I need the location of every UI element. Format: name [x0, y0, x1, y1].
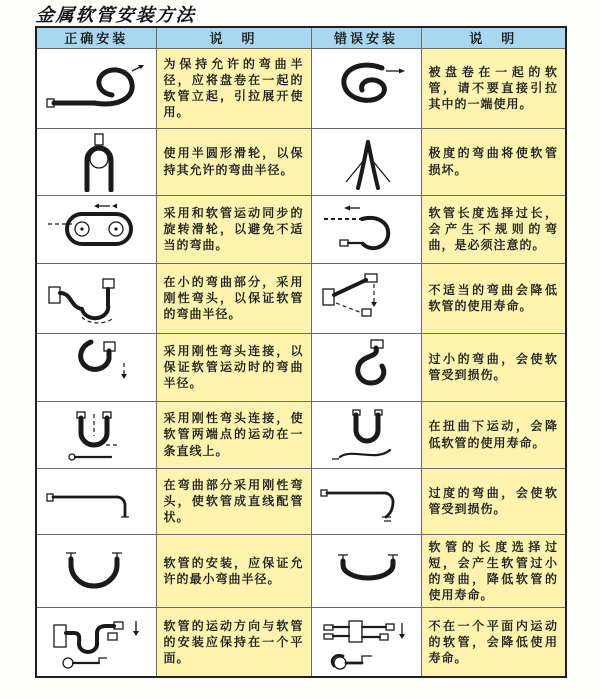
- wrong-figure-cell-5: [311, 333, 421, 401]
- synchronized-rotating-pulley-icon: [44, 199, 148, 259]
- header-row: [36, 27, 566, 48]
- wrong-desc-5: 过小的弯曲，会使软管受到损伤。: [421, 333, 566, 401]
- minimum-bend-radius-u-icon: [44, 541, 148, 601]
- table-row: [36, 401, 566, 468]
- correct-desc-2: 使用半圆形滑轮，以保持其允许的弯曲半径。: [156, 128, 311, 195]
- header-wrong-install: 错误安装: [311, 27, 421, 48]
- table-row: [36, 468, 566, 534]
- aligned-endpoints-u-icon: [44, 405, 148, 465]
- wrong-desc-7: 过度的弯曲，会使软管受到损伤。: [421, 468, 566, 534]
- overlong-hose-irregular-bend-icon: [318, 199, 414, 259]
- too-short-shallow-bend-icon: [318, 541, 414, 601]
- wrong-desc-8: 软管的长度选择过短，会产生软管过小的弯曲，降低软管的使用寿命。: [421, 534, 566, 608]
- table-row: [36, 608, 566, 677]
- semicircular-pulley-hose-icon: [44, 132, 148, 192]
- correct-figure-cell-4: [36, 263, 156, 333]
- correct-desc-4: 在小的弯曲部分，采用刚性弯头，以保证软管的弯曲半径。: [156, 263, 311, 333]
- header-wrong-description: 说 明: [421, 27, 566, 48]
- wrong-desc-3: 软管长度选择过长，会产生不规则的弯曲，是必须注意的。: [421, 195, 566, 263]
- hose-installation-table: [35, 26, 567, 678]
- correct-desc-9: 软管的运动方向与软管的安装应保持在一个平面。: [156, 608, 311, 677]
- correct-figure-cell-7: [36, 468, 156, 534]
- correct-figure-cell-1: [36, 48, 156, 128]
- too-small-bend-hook-icon: [318, 337, 414, 397]
- table-row: [36, 48, 566, 128]
- correct-desc-5: 采用刚性弯头连接，以保证软管运动时的弯曲半径。: [156, 333, 311, 401]
- wrong-figure-cell-9: [311, 608, 421, 677]
- correct-figure-cell-8: [36, 534, 156, 608]
- single-plane-motion-icon: [44, 611, 148, 673]
- header-correct-install: 正确安装: [36, 27, 156, 48]
- wrong-figure-cell-7: [311, 468, 421, 534]
- extreme-bend-kink-icon: [318, 132, 414, 192]
- correct-figure-cell-9: [36, 608, 156, 677]
- uncoil-hose-upright-icon: [44, 58, 148, 118]
- wrong-desc-4: 不适当的弯曲会降低软管的使用寿命。: [421, 263, 566, 333]
- wrong-desc-1: 被盘卷在一起的软管，请不要直接引拉其中的一端使用。: [421, 48, 566, 128]
- wrong-figure-cell-4: [311, 263, 421, 333]
- wrong-desc-2: 极度的弯曲将使软管损坏。: [421, 128, 566, 195]
- correct-desc-3: 采用和软管运动同步的旋转滑轮，以避免不适当的弯曲。: [156, 195, 311, 263]
- table-row: [36, 128, 566, 195]
- wrong-figure-cell-1: [311, 48, 421, 128]
- wrong-desc-6: 在扭曲下运动，会降低软管的使用寿命。: [421, 401, 566, 468]
- table-row: [36, 195, 566, 263]
- correct-figure-cell-3: [36, 195, 156, 263]
- overbent-elbow-icon: [318, 471, 414, 531]
- correct-desc-8: 软管的安装，应保证允许的最小弯曲半径。: [156, 534, 311, 608]
- correct-figure-cell-6: [36, 401, 156, 468]
- wrong-figure-cell-2: [311, 128, 421, 195]
- twisted-u-motion-icon: [318, 405, 414, 465]
- rigid-elbow-connection-u-icon: [44, 337, 148, 397]
- correct-figure-cell-5: [36, 333, 156, 401]
- straight-pipe-rigid-elbow-icon: [44, 471, 148, 531]
- pull-coiled-hose-end-icon: [318, 58, 414, 118]
- correct-desc-1: 为保持允许的弯曲半径，应将盘卷在一起的软管立起，引拉展开使用。: [156, 48, 311, 128]
- page-title: 金属软管安装方法: [35, 5, 197, 26]
- improper-bend-angle-icon: [318, 268, 414, 328]
- table-row: [36, 263, 566, 333]
- header-correct-description: 说 明: [156, 27, 311, 48]
- rigid-elbow-small-bend-icon: [44, 268, 148, 328]
- correct-desc-7: 在弯曲部分采用刚性弯头，使软管成直线配管状。: [156, 468, 311, 534]
- out-of-plane-motion-icon: [318, 611, 414, 673]
- wrong-figure-cell-3: [311, 195, 421, 263]
- correct-desc-6: 采用刚性弯头连接，使软管两端点的运动在一条直线上。: [156, 401, 311, 468]
- wrong-figure-cell-8: [311, 534, 421, 608]
- correct-figure-cell-2: [36, 128, 156, 195]
- table-row: [36, 333, 566, 401]
- wrong-desc-9: 不在一个平面内运动的软管，会降低使用寿命。: [421, 608, 566, 677]
- table-row: [36, 534, 566, 608]
- wrong-figure-cell-6: [311, 401, 421, 468]
